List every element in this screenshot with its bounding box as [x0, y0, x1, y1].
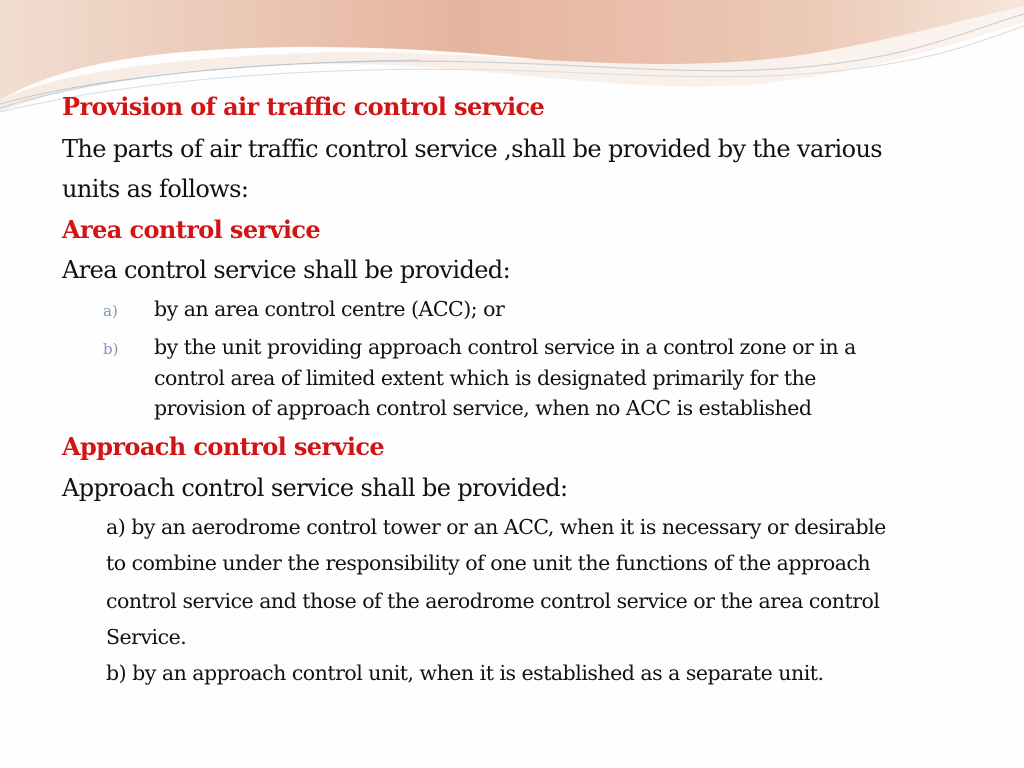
intro-line-1: The parts of air traffic control service ,shall be provided by the various [62, 135, 883, 163]
intro-line-2: units as follows: [62, 175, 249, 203]
area-item-b-line-3: provision of approach control service, when no ACC is established [154, 396, 812, 420]
area-item-b-line-1: by the unit providing approach control service in a control zone or in a [154, 335, 856, 359]
approach-control-heading: Approach control service [62, 432, 385, 461]
approach-para-line-3: control service and those of the aerodrome control service or the area control [106, 589, 880, 613]
area-control-lead: Area control service shall be provided: [62, 256, 511, 284]
approach-para-line-5: b) by an approach control unit, when it is established as a separate unit. [106, 661, 824, 685]
area-item-a-line-1: by an area control centre (ACC); or [154, 297, 505, 321]
list-marker-a: a) [103, 302, 118, 320]
approach-para-line-4: Service. [106, 625, 187, 649]
area-item-b-line-2: control area of limited extent which is designated primarily for the [154, 366, 816, 390]
area-control-heading: Area control service [62, 215, 321, 244]
approach-para-line-1: a) by an aerodrome control tower or an ACC, when it is necessary or desirable [106, 515, 886, 539]
approach-control-lead: Approach control service shall be provided: [62, 474, 568, 502]
approach-para-line-2: to combine under the responsibility of one unit the functions of the approach [106, 551, 871, 575]
slide-title: Provision of air traffic control service [62, 92, 545, 121]
list-marker-b: b) [103, 340, 119, 358]
